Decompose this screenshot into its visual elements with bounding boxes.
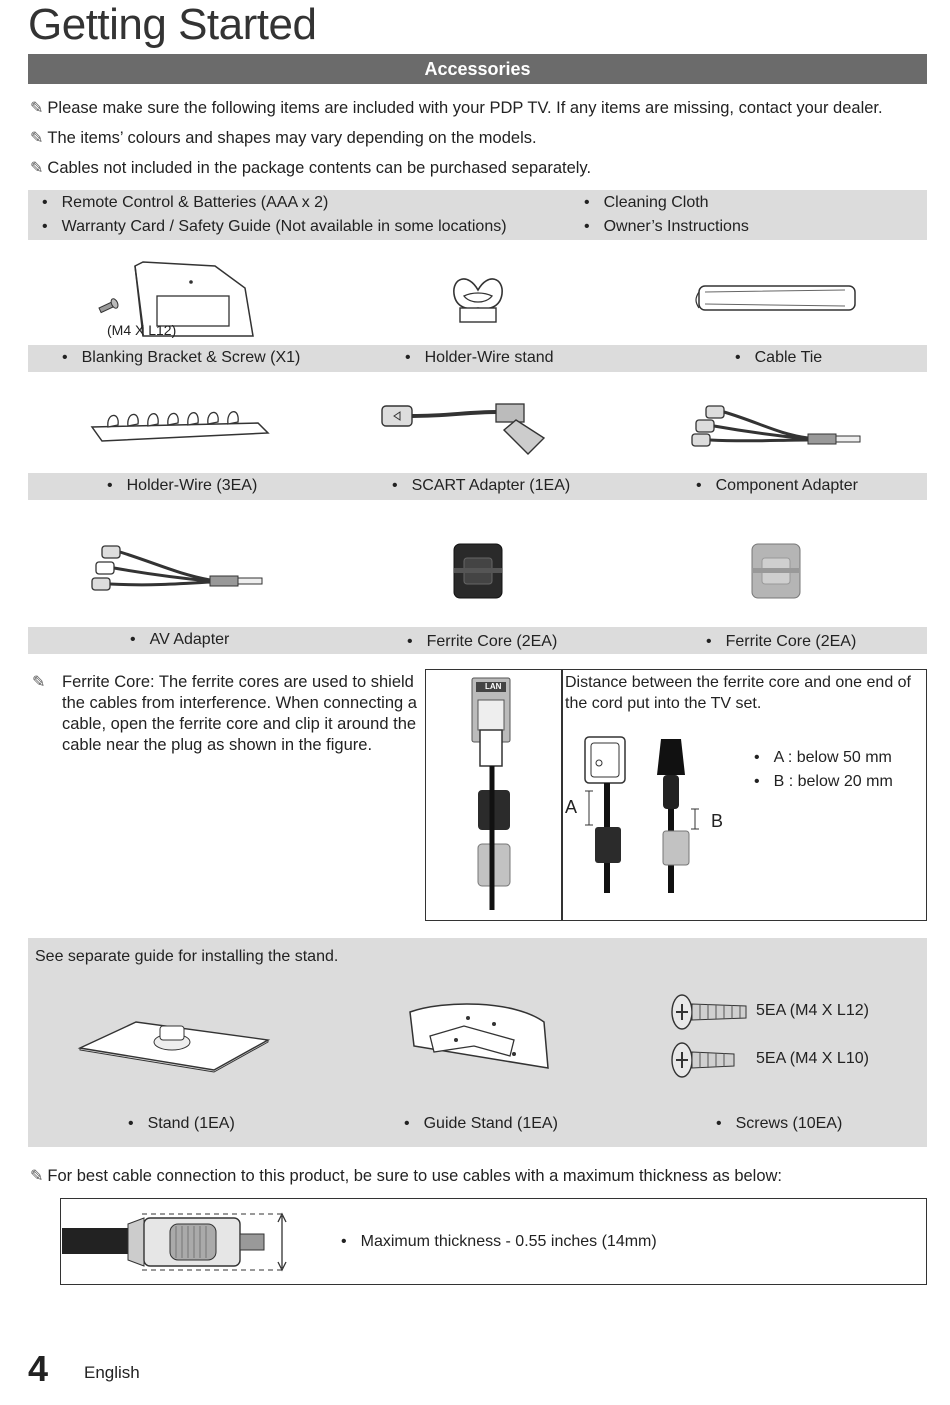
- screw-label: (M4 X L12): [107, 322, 177, 338]
- note-2: ✎ The items’ colours and shapes may vary depending on the models.: [30, 129, 537, 147]
- ferrite-core-gray-image: [748, 540, 804, 602]
- pencil-icon: ✎: [30, 130, 44, 147]
- list-item: • Ferrite Core (2EA): [706, 633, 856, 651]
- stand-note: See separate guide for installing the stand.: [35, 948, 339, 965]
- ferrite-note: ✎ Ferrite Core: The ferrite cores are used to shield the cables from interference. When connecting a cable, open the ferrite core and clip it around the cable near the plug as shown in the figure.: [32, 673, 417, 754]
- page-title: Getting Started: [28, 0, 317, 49]
- lan-cable-diagram: [462, 674, 524, 914]
- screw-spec-1: 5EA (M4 X L12): [756, 1002, 869, 1019]
- cable-plug-image: [62, 1210, 292, 1274]
- section-header-accessories: Accessories: [28, 54, 927, 84]
- list-item: • Maximum thickness - 0.55 inches (14mm): [341, 1233, 657, 1251]
- holder-wire-image: [88, 405, 273, 447]
- list-item: • Owner’s Instructions: [584, 218, 749, 236]
- distance-text: Distance between the ferrite core and one end of the cord put into the TV set.: [565, 674, 911, 712]
- list-item: • A : below 50 mm: [754, 749, 892, 767]
- list-item: • Holder-Wire stand: [405, 349, 554, 367]
- note-3: ✎ Cables not included in the package contents can be purchased separately.: [30, 159, 592, 177]
- list-item: • Remote Control & Batteries (AAA x 2): [42, 194, 328, 212]
- ferrite-core-dark-image: [450, 540, 506, 602]
- divider: [561, 670, 563, 920]
- av-adapter-image: [88, 540, 268, 596]
- list-item: • Blanking Bracket & Screw (X1): [62, 349, 300, 367]
- screw-icon: [670, 1040, 740, 1080]
- holder-wire-stand-image: [448, 268, 508, 326]
- list-item: • Cleaning Cloth: [584, 194, 709, 212]
- note-1: ✎ Please make sure the following items are included with your PDP TV. If any items are missing, contact your dealer.: [30, 99, 883, 117]
- list-item: • Component Adapter: [696, 477, 858, 495]
- pencil-icon: ✎: [30, 100, 44, 117]
- list-item: • Screws (10EA): [716, 1115, 842, 1133]
- cable-note: ✎ For best cable connection to this product, be sure to use cables with a maximum thickness as below:: [30, 1167, 783, 1185]
- scart-adapter-image: [378, 398, 550, 456]
- list-item: • Warranty Card / Safety Guide (Not available in some locations): [42, 218, 507, 236]
- guide-stand-image: [404, 996, 552, 1074]
- stand-image: [76, 1018, 272, 1074]
- list-item: • AV Adapter: [130, 631, 229, 649]
- component-adapter-image: [688, 402, 866, 452]
- label-a: A: [565, 797, 578, 817]
- label-b: B: [711, 811, 724, 831]
- list-item: • Stand (1EA): [128, 1115, 235, 1133]
- list-item: • Guide Stand (1EA): [404, 1115, 558, 1133]
- pencil-icon: ✎: [30, 160, 44, 177]
- screw-spec-2: 5EA (M4 X L10): [756, 1050, 869, 1067]
- pencil-icon: ✎: [32, 674, 46, 691]
- list-item: • Holder-Wire (3EA): [107, 477, 257, 495]
- list-item: • SCART Adapter (1EA): [392, 477, 570, 495]
- pencil-icon: ✎: [30, 1168, 44, 1185]
- lan-label: LAN: [485, 682, 502, 691]
- page-number: 4: [28, 1348, 49, 1389]
- footer-language: English: [84, 1363, 140, 1382]
- screw-icon: [670, 992, 750, 1032]
- cable-tie-image: [695, 282, 860, 316]
- list-item: • B : below 20 mm: [754, 773, 893, 791]
- list-item: • Ferrite Core (2EA): [407, 633, 557, 651]
- list-item: • Cable Tie: [735, 349, 822, 367]
